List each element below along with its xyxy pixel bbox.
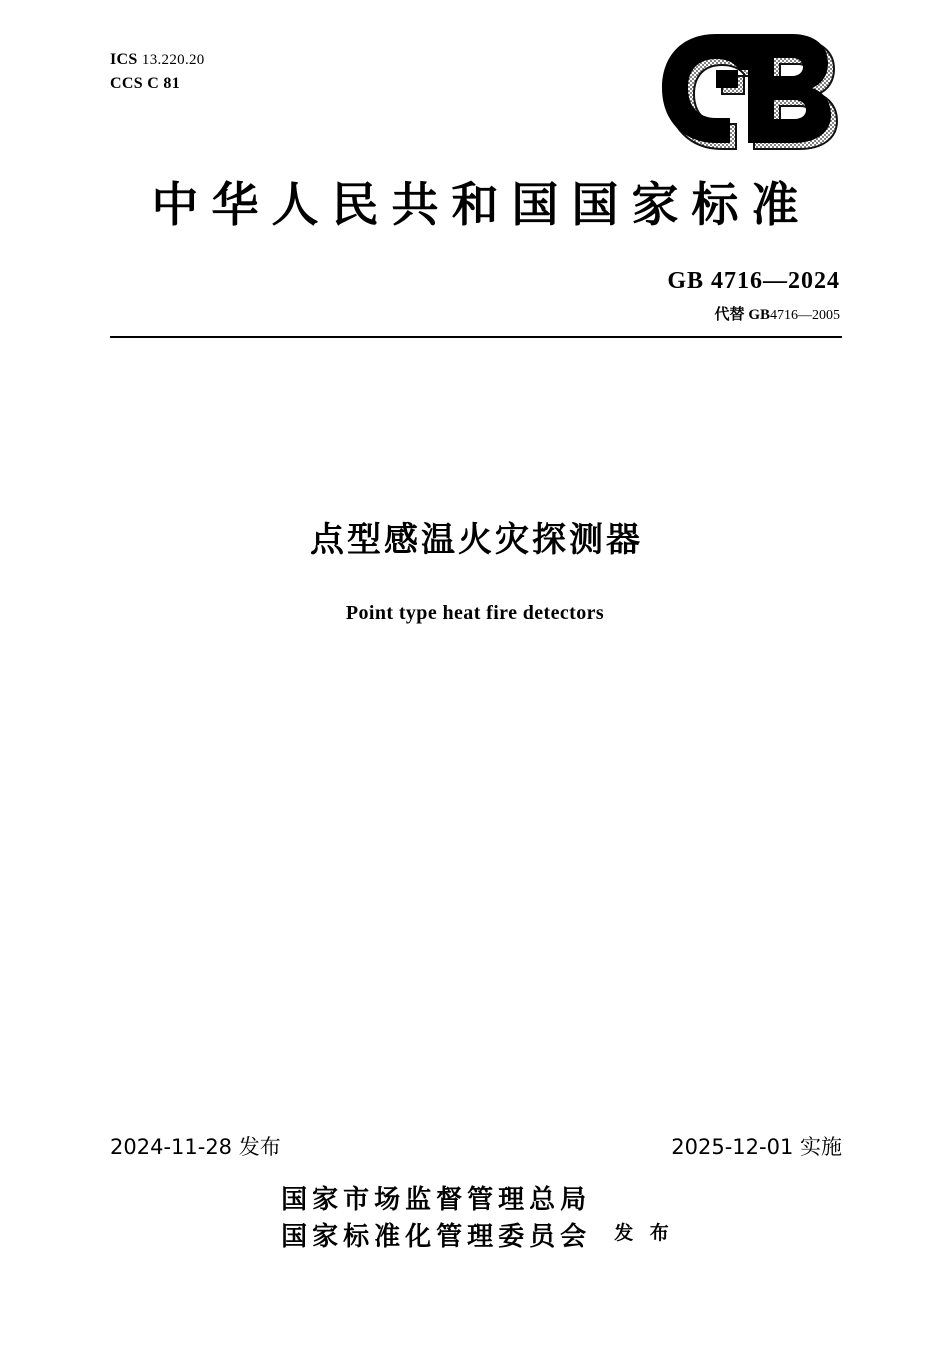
date-row (110, 1131, 842, 1161)
issue-verb: 发 布 (614, 1222, 674, 1245)
national-standard-title: 中华人民共和国国家标准 (151, 178, 812, 233)
standard-replaces (667, 303, 840, 324)
standard-number: GB 4716—2024 (667, 268, 840, 294)
replaces-number: 4716—2005 (770, 308, 840, 323)
replaces-prefix: GB (748, 307, 770, 323)
issuer-line-2: 国家标准化管理委员会 (281, 1221, 592, 1252)
ccs-value: C 81 (147, 74, 180, 92)
ics-line (110, 48, 205, 72)
ics-label: ICS (110, 51, 138, 68)
issuer-names (276, 1182, 591, 1256)
replaces-label: 代替 (714, 307, 745, 323)
header-divider (110, 336, 842, 338)
document-title-cn: 点型感温火灾探测器 (310, 520, 643, 560)
issuer-line-1: 国家市场监督管理总局 (281, 1185, 592, 1215)
issue-date: 2024-11-28 发布 (110, 1135, 281, 1159)
implementation-date: 2025-12-01 实施 (671, 1135, 842, 1159)
standard-number-block (667, 268, 840, 324)
ics-value: 13.220.20 (141, 52, 205, 68)
document-title-en: Point type heat fire detectors (345, 602, 605, 624)
ccs-label: CCS (110, 74, 143, 92)
classification-block (110, 48, 205, 95)
issuer-block (0, 1182, 950, 1256)
gb-emblem-icon (652, 26, 842, 151)
ccs-line (110, 72, 205, 95)
